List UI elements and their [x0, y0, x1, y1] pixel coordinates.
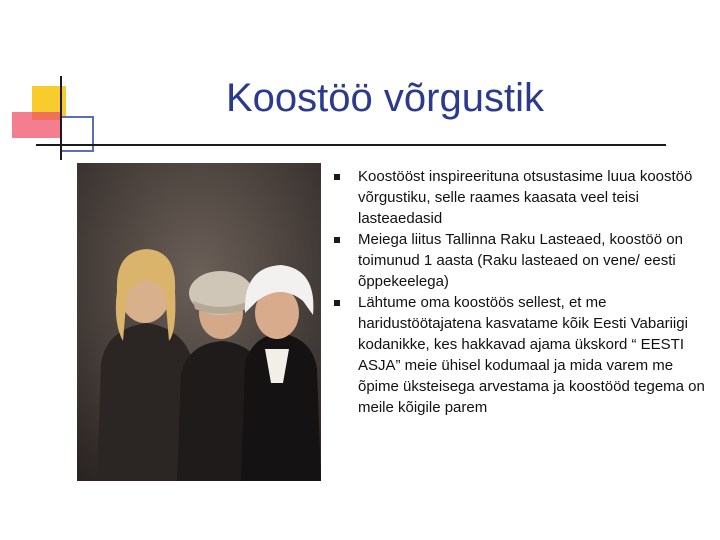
- bullet-text: Lähtume oma koostöös sellest, et me haridustöötajatena kasvatame kõik Eesti Vabariigi kodanikke, kes hakkavad ajama ükskord “ EESTI ASJA” meie ühisel kodumaal ja mida varem me õpime üksteisega arvestama ja koostööd tegema on meile kõigile parem: [358, 294, 705, 416]
- decor-horizontal-line: [36, 144, 666, 146]
- bullet-list: [334, 166, 706, 418]
- bullet-item: [334, 292, 706, 418]
- bullet-square-icon: [334, 300, 340, 306]
- decor-vertical-line: [60, 76, 62, 160]
- bullet-text: Koostööst inspireerituna otsustasime luua koostöö võrgustiku, selle raames kaasata veel teisi lasteaedasid: [358, 168, 693, 227]
- slide-title: Koostöö võrgustik: [226, 76, 544, 120]
- bullet-square-icon: [334, 237, 340, 243]
- decor-blue-square: [60, 116, 94, 152]
- decor-red-rectangle: [12, 112, 60, 138]
- bullet-square-icon: [334, 174, 340, 180]
- group-photo: [77, 163, 321, 481]
- bullet-item: [334, 229, 706, 292]
- bullet-item: [334, 166, 706, 229]
- bullet-text: Meiega liitus Tallinna Raku Lasteaed, koostöö on toimunud 1 aasta (Raku lasteaed on vene/ eesti õppekeelega): [358, 231, 683, 290]
